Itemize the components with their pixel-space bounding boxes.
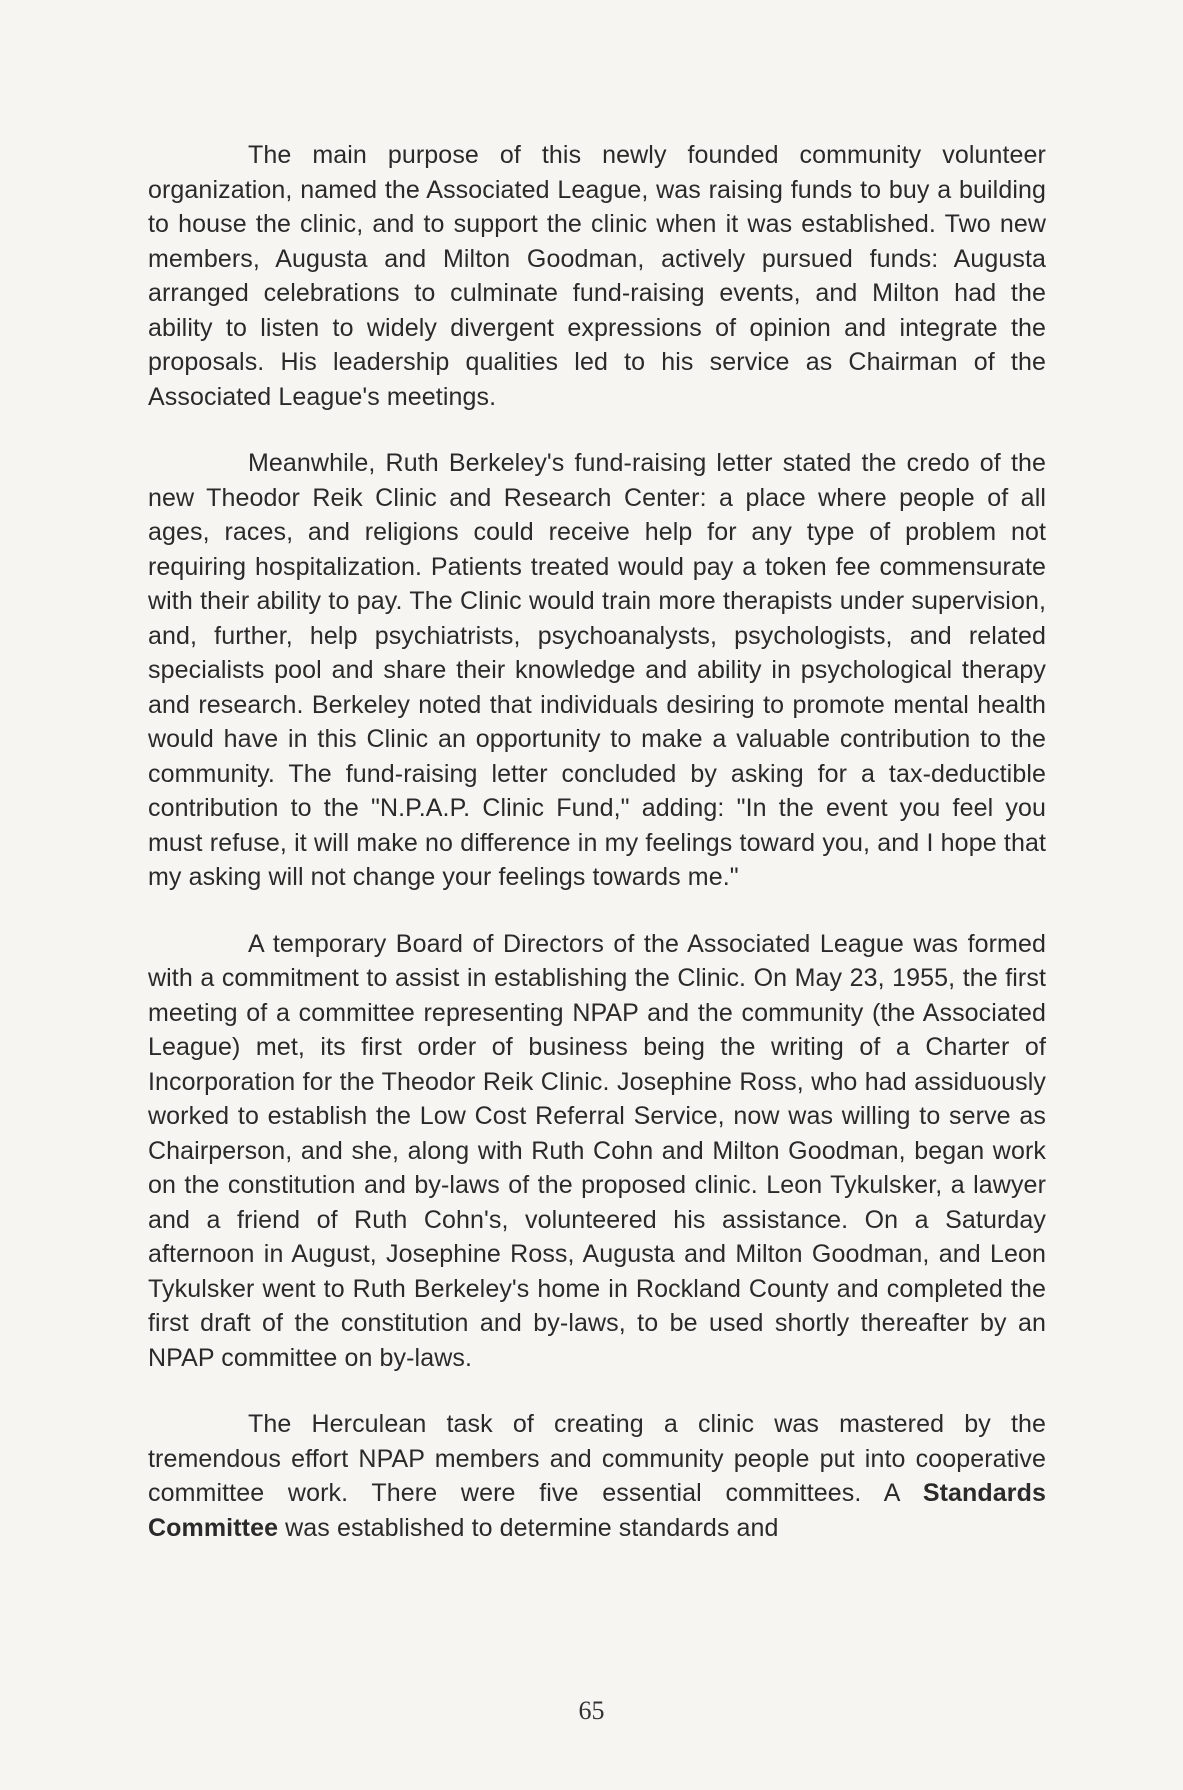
committees-text-after: was established to determine standards and [278,1513,779,1542]
standards-committee-term: Standards Committee [148,1479,1046,1542]
paragraph-associated-league: The main purpose of this newly founded community volunteer organization, named the Associated League, was raising funds to buy a building to house the clinic, and to support the clinic when it was established. Two new members, Augusta and Milton Goodman, actively pursued funds: Augusta arranged celebrations to culminate fund-raising events, and Milton had the ability to listen to widely divergent expressions of opinion and integrate the proposals. His leadership qualities led to his service as Chairman of the Associated League's meetings. [148,141,1046,411]
page-number: 65 [578,1696,605,1725]
paragraph-fund-raising-letter: Meanwhile, Ruth Berkeley's fund-raising letter stated the credo of the new Theodor Reik Clinic and Research Center: a place where people of all ages, races, and religions could receive help for any type of problem not requiring hospitalization. Patients treated would pay a token fee commensurate with their ability to pay. The Clinic would train more therapists under supervision, and, further, help psychiatrists, psychoanalysts, psychologists, and related specialists pool and share their knowledge and ability in psychological therapy and research. Berkeley noted that individuals desiring to promote mental health would have in this Clinic an opportunity to make a valuable contribution to the community. The fund-raising letter concluded by asking for a tax-deductible contribution to the "N.P.A.P. Clinic Fund," adding: "In the event you feel you must refuse, it will make no difference in my feelings toward you, and I hope that my asking will not change your feelings towards me." [148,449,1046,891]
paragraph-committees [148,1407,1046,1545]
paragraph-board-of-directors: A temporary Board of Directors of the Associated League was formed with a commitment to assist in establishing the Clinic. On May 23, 1955, the first meeting of a committee representing NPAP and the community (the Associated League) met, its first order of business being the writing of a Charter of Incorporation for the Theodor Reik Clinic. Josephine Ross, who had assiduously worked to establish the Low Cost Referral Service, now was willing to serve as Chairperson, and she, along with Ruth Cohn and Milton Goodman, began work on the constitution and by-laws of the proposed clinic. Leon Tykulsker, a lawyer and a friend of Ruth Cohn's, volunteered his assistance. On a Saturday afternoon in August, Josephine Ross, Augusta and Milton Goodman, and Leon Tykulsker went to Ruth Berkeley's home in Rockland County and completed the first draft of the constitution and by-laws, to be used shortly thereafter by an NPAP committee on by-laws. [148,929,1046,1372]
committees-text-before: The Herculean task of creating a clinic was mastered by the tremendous effort NPAP members and community people put into cooperative committee work. There were five essential committees. A [148,1410,1046,1507]
body-text [148,138,1046,1545]
